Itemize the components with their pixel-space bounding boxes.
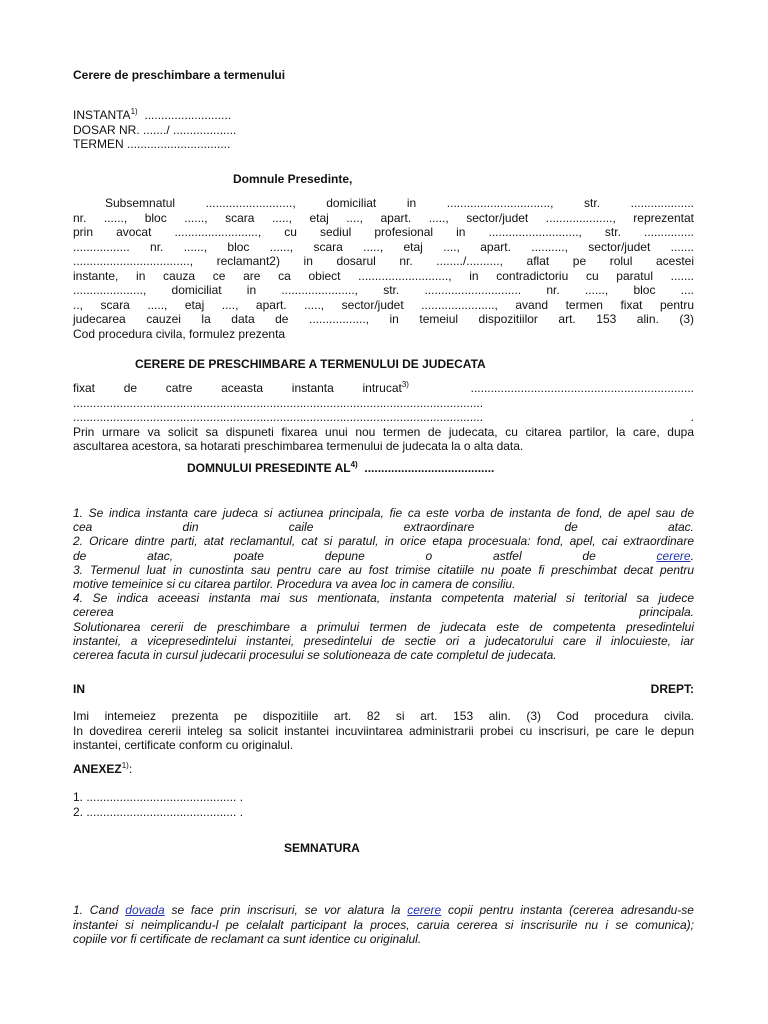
in-drept-right: DREPT: bbox=[650, 682, 694, 696]
president-footnote-ref: 4) bbox=[350, 460, 358, 469]
fixat-blank: ................................................................... bbox=[470, 381, 694, 395]
cerere-link-footnote[interactable]: cerere bbox=[407, 903, 442, 917]
body-line: ................. nr. ......, bloc ......, scara ....., etaj ...., apart. .........., sector/judet ....... bbox=[73, 239, 694, 254]
reason-block bbox=[73, 381, 694, 454]
anexez-label: ANEXEZ bbox=[73, 762, 122, 776]
fixat-text: fixat de catre aceasta instanta intrucat$^{3)}$ bbox=[73, 380, 409, 395]
footnote-line bbox=[73, 903, 694, 918]
president-label: DOMNULUI PRESEDINTE AL bbox=[187, 461, 351, 475]
termen-field: TERMEN ............................... bbox=[73, 137, 231, 151]
body-line: instante, in cauza ce are ca obiect ..........................., in contradictoriu cu paratul ....... bbox=[73, 268, 694, 283]
fixat-footnote-ref: 3) bbox=[401, 380, 409, 389]
president-blank: ....................................... bbox=[364, 461, 495, 475]
reason-blank-end: . bbox=[690, 410, 694, 424]
header-fields bbox=[73, 108, 694, 152]
reason-blank-line: ........................................................................................................................... bbox=[73, 395, 484, 410]
body-line: .., scara ....., etaj ...., apart. ....., sector/judet ......................, avand termen fixat pentru bbox=[73, 297, 694, 312]
legal-basis bbox=[73, 709, 694, 753]
body-line: ..................................., reclamant2) in dosarul nr. ......../.........., aflat pe rolul acestei bbox=[73, 254, 694, 268]
note-line: cererea principala. bbox=[73, 605, 694, 620]
reason-blank-line bbox=[73, 410, 694, 425]
anexez-footnote-ref: 1) bbox=[121, 761, 129, 770]
footnote-line: copiile vor fi certificate de reclamant ca sunt identice cu originalul. bbox=[73, 932, 422, 946]
footnote-text: se face prin inscrisuri, se vor alatura la bbox=[164, 903, 408, 917]
dosar-field: DOSAR NR. ......./ ................... bbox=[73, 122, 237, 137]
footnote-text: 1. Cand bbox=[73, 903, 126, 917]
instanta-field bbox=[73, 108, 694, 123]
request-line: ascultarea acestora, sa hotarati preschimbarea termenului de judecata la o alta data. bbox=[73, 439, 524, 453]
reason-blank: ........................................................................................................................... bbox=[73, 410, 484, 424]
in-drept-left: IN bbox=[73, 682, 85, 696]
instanta-label: INSTANTA bbox=[73, 108, 131, 122]
body-line: Cod procedura civila, formulez prezenta bbox=[73, 326, 286, 341]
dovada-link[interactable]: dovada bbox=[125, 903, 165, 917]
annex-item: 2. ............................................. . bbox=[73, 804, 244, 819]
notes-block bbox=[73, 506, 694, 662]
body-paragraph bbox=[73, 196, 694, 341]
footnote bbox=[73, 903, 694, 947]
body-line: Subsemnatul .........................., domiciliat in ..............................., str. ................... bbox=[105, 196, 694, 210]
note-line: instantei, a vicepresedintelui instantei, presedintelui de sectie ori a judecatorului care il inlocuieste, iar bbox=[73, 633, 694, 648]
body-line: prin avocat ........................., cu sediul profesional in ..........................., str. ............... bbox=[73, 225, 694, 239]
annex-item: 1. ............................................. . bbox=[73, 790, 244, 804]
body-line: nr. ......, bloc ......, scara ....., etaj ...., apart. ....., sector/judet ...................., reprezentat bbox=[73, 210, 694, 225]
note-line: 4. Se indica aceeasi instanta mai sus mentionata, instanta competenta material si teritorial sa judece bbox=[73, 591, 694, 606]
note-line: 2. Oricare dintre parti, atat reclamantul, cat si paratul, in orice etapa procesuala: fond, apel, cai extraordinare bbox=[73, 534, 694, 549]
note-line: cererea facuta in cursul judecarii procesului se solutioneaza de cate completul de judecata. bbox=[73, 648, 557, 663]
note-line: 1. Se indica instanta care judeca si actiunea principala, fie ca este vorba de instanta de fond, de apel sau de bbox=[73, 506, 694, 520]
note-line: Solutionarea cererii de preschimbare a primului termen de judecata este de competenta presedintelui bbox=[73, 619, 694, 634]
footnote-line: instantei si neimplicandu-l pe celalalt participant la proces, caruia cererea si inscrisurile nu i se comunica); bbox=[73, 917, 694, 932]
request-line: Prin urmare va solicit sa dispuneti fixarea unui nou termen de judecata, cu citarea partilor, la care, dupa bbox=[73, 424, 694, 439]
footnote-text: copii pentru instanta (cererea adresandu-se bbox=[441, 903, 694, 917]
instanta-blank: .......................... bbox=[144, 108, 232, 122]
note-line: motive temeinice si cu citarea partilor. Procedura va avea loc in camera de consiliu. bbox=[73, 577, 516, 592]
legal-line: In dovedirea cererii inteleg sa solicit instantei incuviintarea administrarii probei cu inscrisuri, pe care le depun bbox=[73, 723, 694, 738]
note-line: cea din caile extraordinare de atac. bbox=[73, 520, 694, 535]
in-drept-heading bbox=[73, 682, 694, 697]
annex-list bbox=[73, 790, 694, 819]
legal-line: instantei, certificate conform cu originalul. bbox=[73, 738, 294, 752]
body-line: judecarea cauzei la data de ................., in temeiul dispozitiilor art. 153 alin. (3) bbox=[73, 312, 694, 326]
instanta-footnote-ref: 1) bbox=[130, 107, 138, 116]
body-line: ....................., domiciliat in ......................, str. ............................. nr. ......, bloc .... bbox=[73, 283, 694, 297]
salutation: Domnule Presedinte, bbox=[233, 172, 353, 186]
document-title: Cerere de preschimbare a termenului bbox=[73, 68, 286, 82]
fixat-line bbox=[73, 381, 694, 396]
cerere-link[interactable]: cerere bbox=[656, 548, 691, 563]
anexez-heading bbox=[73, 762, 694, 777]
signature-label: SEMNATURA bbox=[284, 841, 360, 855]
president-addressee bbox=[187, 461, 494, 475]
note-line: 3. Termenul luat in cunostinta sau pentru care au fost trimise citatiile nu poate fi preschimbat decat pentru bbox=[73, 562, 694, 577]
note-line: de atac, poate depune o astfel de cerere. bbox=[73, 548, 694, 563]
section-title: CERERE DE PRESCHIMBARE A TERMENULUI DE JUDECATA bbox=[135, 357, 486, 371]
legal-line: Imi intemeiez prezenta pe dispozitiile art. 82 si art. 153 alin. (3) Cod procedura civila. bbox=[73, 709, 694, 723]
anexez-colon: : bbox=[128, 762, 133, 776]
